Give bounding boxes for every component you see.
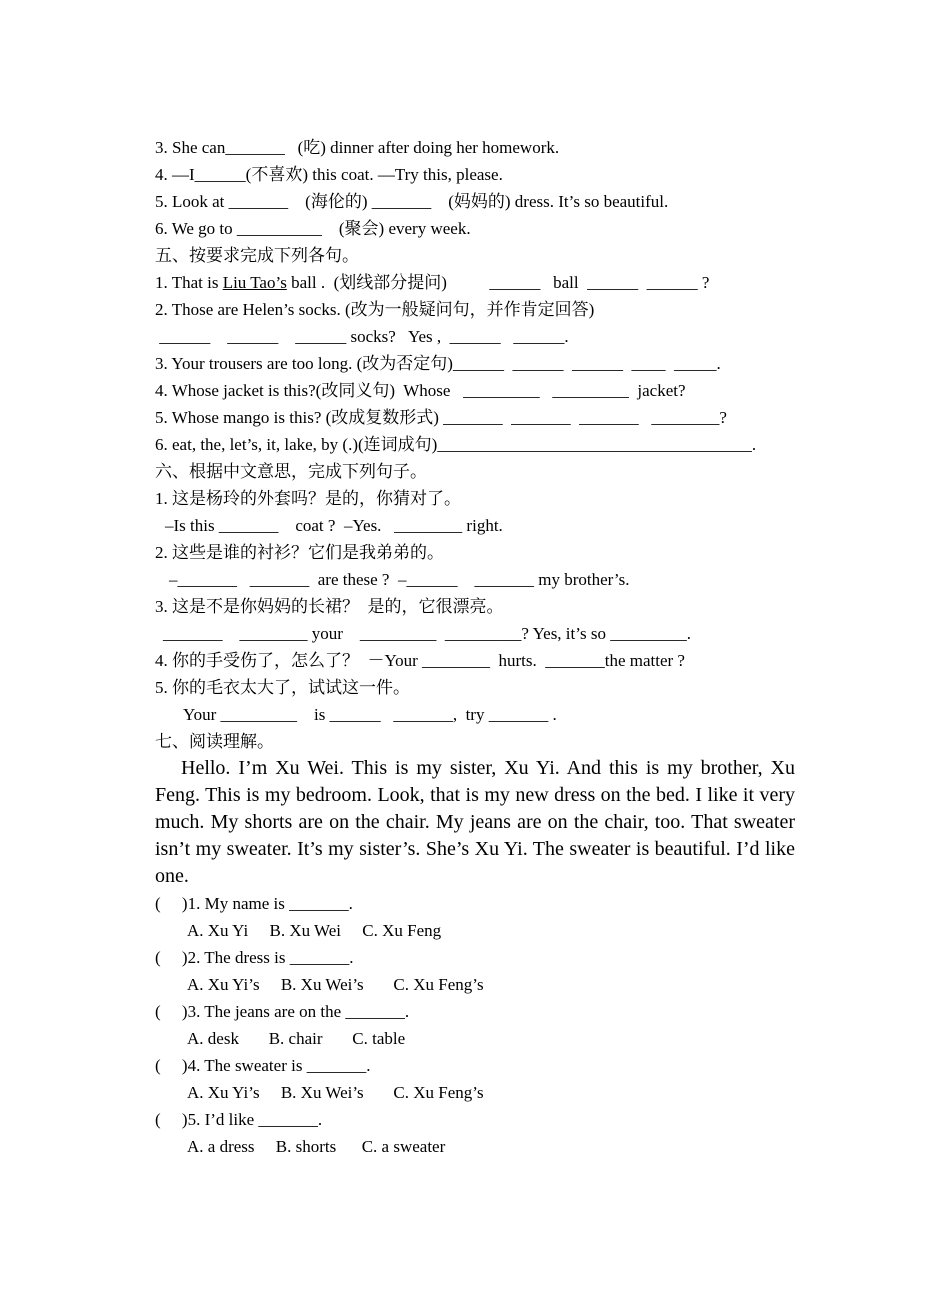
- question-2-options: A. Xu Yi’s B. Xu Wei’s C. Xu Feng’s: [187, 975, 484, 994]
- section-7-heading: 七、阅读理解。: [155, 732, 274, 751]
- question-4-options: A. Xu Yi’s B. Xu Wei’s C. Xu Feng’s: [187, 1083, 484, 1102]
- section-5-heading: 五、按要求完成下列各句。: [155, 246, 359, 265]
- underlined-phrase: Liu Tao’s: [222, 273, 287, 292]
- question-4: ( )4. The sweater is _______.: [155, 1056, 371, 1075]
- exercise-4-item-3: 3. She can_______ (吃) dinner after doing her homework.: [155, 138, 560, 157]
- question-3-options: A. desk B. chair C. table: [187, 1029, 406, 1048]
- question-1-options: A. Xu Yi B. Xu Wei C. Xu Feng: [187, 921, 442, 940]
- item-1-suffix: ball . (划线部分提问) ______ ball ______ ______ ?: [286, 273, 710, 292]
- section-5-item-5: 5. Whose mango is this? (改成复数形式) _______ _______ _______ ________?: [155, 408, 727, 427]
- section-6-item-3-answer: _______ ________ your _________ _________? Yes, it’s so _________.: [163, 624, 691, 643]
- question-3: ( )3. The jeans are on the _______.: [155, 1002, 410, 1021]
- section-5-item-6: 6. eat, the, let’s, it, lake, by (.)(连词成句)_____________________________________.: [155, 435, 757, 454]
- section-5-item-4: 4. Whose jacket is this?(改同义句) Whose _________ _________ jacket?: [155, 381, 686, 400]
- section-5-item-1: [155, 269, 795, 296]
- worksheet-page: [155, 134, 795, 1160]
- section-6-item-1-answer: –Is this _______ coat ? –Yes. ________ right.: [165, 516, 503, 535]
- question-5-options: A. a dress B. shorts C. a sweater: [187, 1137, 446, 1156]
- section-6-item-2-answer: –_______ _______ are these ? –______ _______ my brother’s.: [169, 570, 630, 589]
- section-6-item-5-answer: Your _________ is ______ _______, try _______ .: [183, 705, 557, 724]
- section-5-item-2-answer: ______ ______ ______ socks? Yes , ______ ______.: [155, 327, 569, 346]
- question-1: ( )1. My name is _______.: [155, 894, 353, 913]
- exercise-4-item-5: 5. Look at _______ (海伦的) _______ (妈妈的) dress. It’s so beautiful.: [155, 192, 669, 211]
- question-2: ( )2. The dress is _______.: [155, 948, 354, 967]
- section-6-heading: 六、根据中文意思，完成下列句子。: [155, 462, 427, 481]
- section-6-item-2: 2. 这些是谁的衬衫？它们是我弟弟的。: [155, 543, 444, 562]
- section-6-item-5: 5. 你的毛衣太大了，试试这一件。: [155, 678, 410, 697]
- exercise-4-item-4: 4. —I______(不喜欢) this coat. —Try this, please.: [155, 165, 503, 184]
- section-6-item-1: 1. 这是杨玲的外套吗？是的，你猜对了。: [155, 489, 461, 508]
- section-5-item-2: 2. Those are Helen’s socks. (改为一般疑问句，并作肯定回答): [155, 300, 595, 319]
- item-1-prefix: 1. That is: [155, 273, 223, 292]
- section-6-item-3: 3. 这是不是你妈妈的长裙？ 是的，它很漂亮。: [155, 597, 504, 616]
- section-5-item-3: 3. Your trousers are too long. (改为否定句)______ ______ ______ ____ _____.: [155, 354, 721, 373]
- section-6-item-4: 4. 你的手受伤了，怎么了？ －Your ________ hurts. _______the matter ?: [155, 651, 685, 670]
- question-5: ( )5. I’d like _______.: [155, 1110, 323, 1129]
- exercise-4-item-6: 6. We go to __________ (聚会) every week.: [155, 219, 471, 238]
- reading-passage: Hello. I’m Xu Wei. This is my sister, Xu Yi. And this is my brother, Xu Feng. This is my bedroom. Look, that is my new dress on the bed. I like it very much. My shorts are on the chair. My jeans are on the chair, too. That sweater isn’t my sweater. It’s my sister’s. She’s Xu Yi. The sweater is beautiful. I’d like one.: [155, 757, 795, 887]
